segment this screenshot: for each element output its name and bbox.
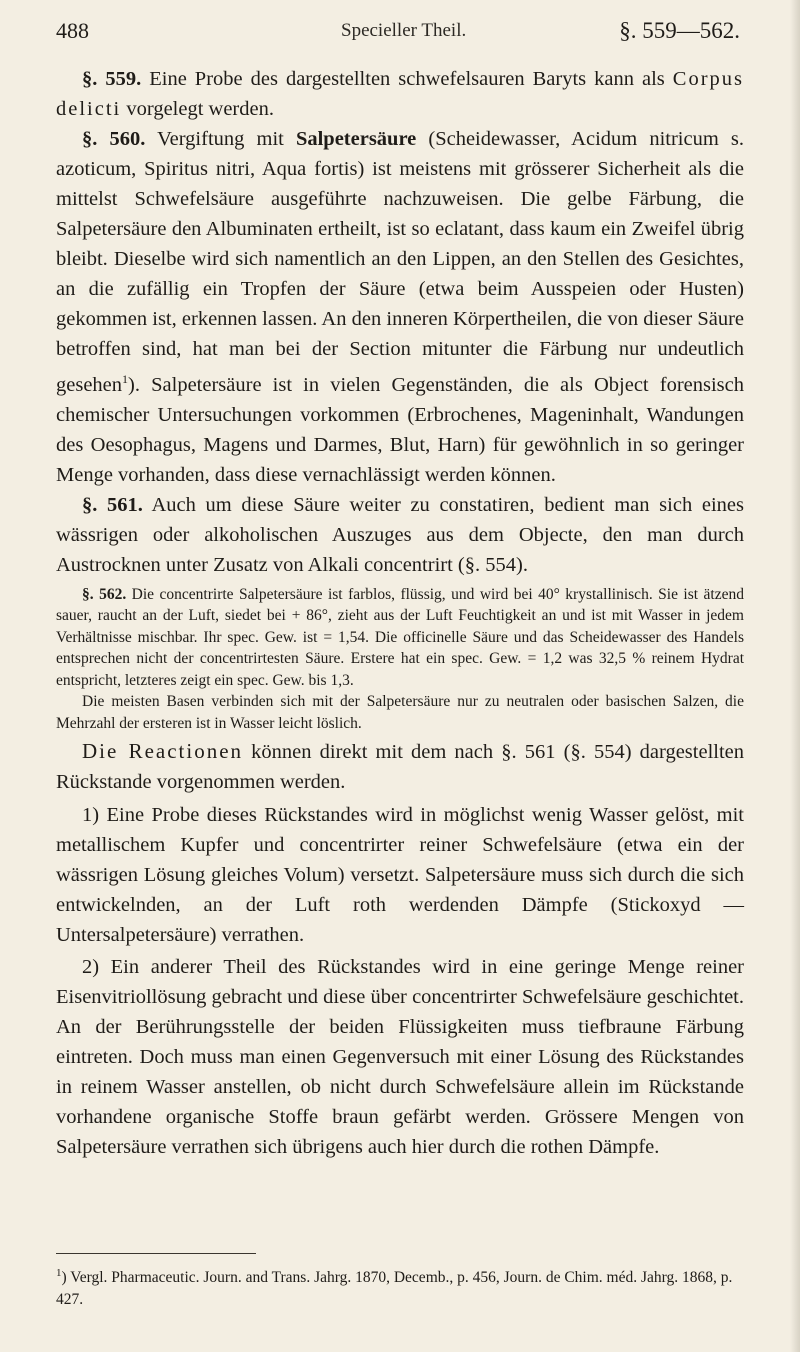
- body-text: [56, 64, 744, 1162]
- section-number: §. 561.: [82, 493, 143, 516]
- paragraph-text: vorgelegt werden.: [121, 98, 274, 120]
- footnote-reference: 1: [122, 372, 129, 386]
- footnote: [56, 1262, 744, 1311]
- paragraph-562-continued: Die meisten Basen verbinden sich mit der Salpetersäure nur zu neutralen oder basischen Salzen, die Mehrzahl der ersteren ist in Wasser leicht löslich.: [56, 693, 744, 732]
- list-item-2: 2) Ein anderer Theil des Rückstandes wird in eine geringe Menge reiner Eisenvitriollösung gebracht und diese über concentrirter Schwefelsäure geschichtet. An der Berührungsstelle der beiden Flüssigkeiten muss tiefbraune Färbung eintreten. Doch muss man einen Gegenversuch mit einer Lösung des Rückstandes in reinem Wasser anstellen, ob nicht durch Schwefelsäure allein im Rückstande vorhandene organische Stoffe braun gefärbt werden. Grössere Mengen von Salpetersäure verrathen sich übrigens auch hier durch die rothen Dämpfe.: [56, 956, 744, 1159]
- spaced-heading: Die Reactionen: [82, 739, 244, 764]
- paragraph-text: (Scheidewasser, Acidum nitricum s. azoticum, Spiritus nitri, Aqua fortis) ist meistens mit grösserer Sicherheit als die mittelst Schwefelsäure ausgeführte nachzuweisen. Die gelbe Färbung, die Salpetersäure den Albuminaten ertheilt, ist so eclatant, dass kaum ein Zweifel übrig bleibt. Dieselbe wird sich namentlich an den Lippen, an den Stellen des Gesichtes, an die zufällig ein Tropfen der Säure (etwa beim Ausspeien oder Husten) gekommen ist, erkennen lassen. An den inneren Körpertheilen, die von dieser Säure betroffen sind, hat man bei der Section mitunter die Färbung nur undeutlich gesehen: [56, 128, 744, 396]
- running-title: Specieller Theil.: [341, 20, 467, 41]
- footnote-divider: [56, 1253, 256, 1254]
- paragraph-559: [56, 64, 744, 124]
- paragraph-560: [56, 124, 744, 490]
- bold-term: Salpetersäure: [295, 128, 417, 150]
- list-item-1: 1) Eine Probe dieses Rückstandes wird in möglichst wenig Wasser gelöst, mit metallischem Kupfer und concentrirter reiner Schwefelsäure (etwa ein der wässrigen Lösung gleiches Volum) versetzt. Salpetersäure muss sich durch die sich entwickelnden, an der Luft roth werdenden Dämpfe (Stickoxyd — Untersalpetersäure) verrathen.: [56, 804, 744, 947]
- paragraph-text: Eine Probe des dargestellten schwefelsauren Baryts kann als: [141, 68, 673, 90]
- paragraph-text: Vergiftung mit: [145, 128, 296, 150]
- paragraph-reactions: [56, 736, 744, 797]
- paragraph-text: ). Salpetersäure ist in vielen Gegenständen, die als Object forensisch chemischer Untersuchungen vorkommen (Erbrochenes, Mageninhalt, Wandungen des Oesophagus, Magens und Darmes, Blut, Harn) für gewöhnlich in so geringer Menge vorhanden, dass diese vernachlässigt werden können.: [56, 373, 744, 486]
- page-header: [56, 18, 740, 48]
- paragraph-text: Die concentrirte Salpetersäure ist farblos, flüssig, und wird bei 40° krystallinisch. Sie ist ätzend sauer, raucht an der Luft, siedet bei + 86°, zieht aus der Luft Feuchtigkeit an und ist mit Wasser in jedem Verhältnisse mischbar. Ihr spec. Gew. ist = 1,54. Die officinelle Säure und das Scheidewasser des Handels entsprechen nicht der concentrirtesten Säure. Erstere hat ein spec. Gew. = 1,2 was 32,5 % reinem Hydrat entspricht, letzteres zeigt ein spec. Gew. bis 1,3.: [56, 585, 744, 689]
- paragraph-text: können direkt mit dem nach §. 561 (§. 554) dargestellten Rückstande vorgenommen werden.: [56, 741, 744, 794]
- page-number: 488: [56, 18, 89, 43]
- section-number: §. 560.: [82, 128, 146, 150]
- section-number: §. 559.: [82, 68, 142, 90]
- paragraph-562: [56, 584, 744, 692]
- footnote-text: ) Vergl. Pharmaceutic. Journ. and Trans. Jahrg. 1870, Decemb., p. 456, Journ. de Chim. méd. Jahrg. 1868, p. 427.: [56, 1269, 733, 1309]
- paragraph-561: [56, 490, 744, 580]
- footnote-mark: 1: [56, 1267, 62, 1279]
- section-range: §. 559—562.: [619, 18, 740, 43]
- page-edge-shadow: [790, 0, 800, 1352]
- paragraph-text: Auch um diese Säure weiter zu constatiren, bedient man sich eines wässrigen oder alkoholischen Auszuges aus dem Objecte, den man durch Austrocknen unter Zusatz von Alkali concentrirt (§. 554).: [56, 493, 744, 576]
- spaced-term: Corpus delicti: [56, 68, 744, 120]
- section-number: §. 562.: [82, 585, 127, 603]
